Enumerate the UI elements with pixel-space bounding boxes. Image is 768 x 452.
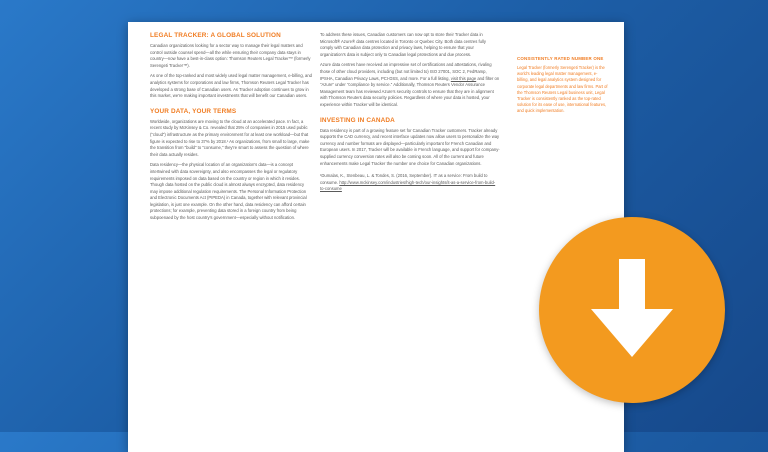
paragraph: Worldwide, organizations are moving to the cloud at an accelerated pace. In fact, a recent study by McKinsey & Co. revealed that 25% of companies in 2015 used public ("cloud") infrastructure as the primary environment for at least one workload—but that figure is expected to rise to 37% by 2018.¹ As organizations, from small to large, make the transition from "build" to "consume," they're smart to assess the question of where their data actually resides.	[150, 118, 310, 157]
arrow-head	[591, 309, 673, 357]
paragraph	[320, 62, 500, 108]
paragraph: Data residency—the physical location of an organization's data—is a concept intertwined with data sovereignty, and also encompasses the legal or regulatory requirements imposed on data based on the country or region in which it resides. Though data hosted on the public cloud is almost always encrypted, data residency may impose additional regulation requirements. The Personal Information Protection and Electronic Documents Act (PIPEDA) in Canada, together with relevant provincial legislation, is just one example. On the other hand, data residency can afford certain protections; for example, preventing data stored in a foreign country from being subpoenaed by the host country's government—especially without notification.	[150, 162, 307, 221]
document-column-left	[150, 32, 312, 226]
paragraph-text: Azure data centres have received an impressive set of certifications and attestations, rivaling those of other cloud providers, including (but not limited to) ISO 27001, SOC 2, FedRamp, IPSHA, Canadian Privacy Laws, PCI-DSS, and more. For a full listing,	[320, 62, 492, 81]
paragraph-text: and filter on "Azure" under "compliance by service." Additionally, Thomson Reuters Vendor Assurance Management team has reviewed Azure's security controls to ensure that they are in alignment with Thomson Reuters data security policies. Regardless of where your data is hosted, your experience within Tracker will be identical.	[320, 75, 500, 107]
footnote-link[interactable]: http://www.mckinsey.com/industries/high-tech/our-insights/it-as-a-service-from-build-to-consume	[320, 179, 496, 192]
paragraph: Data residency is part of a growing feature set for Canadian Tracker customers. Tracker already supports the CAD currency, and recent interface updates now allow users to personalize the way currency and number formats are displayed—particularly important for French Canadian and European users. In 2017, Tracker will be available in French language, and support for company-supplied currency conversion rates will also be coming soon. All of the current and future enhancements make Legal Tracker the number one choice for Canadian organizations.	[320, 127, 500, 166]
footnote	[320, 173, 500, 193]
arrow-shaft	[619, 259, 645, 313]
section-heading-global-solution: LEGAL TRACKER: A GLOBAL SOLUTION	[150, 32, 281, 39]
compliance-link[interactable]: visit this page	[450, 75, 477, 81]
paragraph: To address these issues, Canadian customers can now opt to store their Tracker data in Microsoft® Azure® data centres located in Toronto or Quebec City. Both data centres fully comply with Canadian data protection and privacy laws, helping to ensure that your organization's data is subject only to Canadian legal protections and due process.	[320, 32, 486, 57]
download-arrow-icon	[539, 217, 725, 403]
download-button[interactable]	[539, 217, 725, 403]
section-heading-your-data: YOUR DATA, YOUR TERMS	[150, 107, 237, 115]
sidebar-body: Legal Tracker (formerly Serengeti Tracker) is the world's leading legal matter management, e-billing, and legal analytics system designed for corporate legal departments and law firms. Part of the Thomson Reuters Legal business unit, Legal Tracker is consistently ranked as the top-rated solution for its ease of use, international features, and quick implementation.	[517, 65, 608, 114]
paragraph: As one of the top-ranked and most widely used legal matter management, e-billing, and analytics systems for corporations and law firms, Thomson Reuters Legal Tracker has developed a strong base of Canadian users. As Tracker adoption continues to grow in this market, we're making important investments that will benefit our Canadian users.	[150, 73, 313, 99]
sidebar-heading: CONSISTENTLY RATED NUMBER ONE	[517, 56, 604, 61]
document-column-middle	[320, 32, 500, 197]
footnote-text: ¹Dumalas, K., Stenbeau, L. & Tondes, S. (2016, September). IT as a service: From build to consume.	[320, 173, 488, 185]
document-sidebar	[517, 32, 609, 115]
section-heading-investing: INVESTING IN CANADA	[320, 116, 395, 124]
paragraph: Canadian organizations looking for a sector way to manage their legal matters and control outside counsel spend—all the while ensuring their company data stays in country—now have a best-in-class option: Thomson Reuters Legal Tracker™ (formerly Serengeti Tracker™).	[150, 43, 311, 68]
